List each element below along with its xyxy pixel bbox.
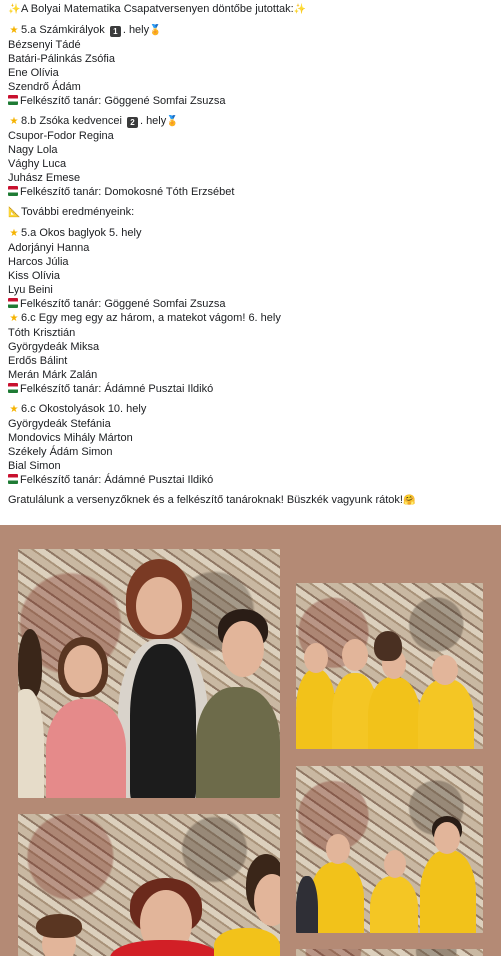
member: Györgydeák Stefánia — [8, 418, 111, 430]
team-name: 6.c Okostolyások 10. hely — [21, 403, 147, 415]
gallery-photo[interactable] — [296, 766, 483, 933]
member: Tóth Krisztián — [8, 327, 76, 339]
intro-line — [8, 2, 493, 17]
teacher-line — [8, 473, 493, 487]
team-heading — [8, 114, 493, 129]
flag-icon — [8, 95, 18, 105]
flag-icon — [8, 474, 18, 484]
member: Nagy Lola — [8, 144, 58, 156]
member: Juhász Emese — [8, 172, 81, 184]
member: Csupor-Fodor Regina — [8, 130, 114, 142]
teacher-text: Felkészítő tanár: Göggené Somfai Zsuzsa — [20, 95, 226, 107]
flag-icon — [8, 383, 18, 393]
place-text: . hely — [122, 24, 150, 36]
member: Vághy Luca — [8, 158, 67, 170]
gallery-photo[interactable] — [296, 949, 483, 956]
teacher-line — [8, 185, 493, 199]
member: Adorjányi Hanna — [8, 242, 90, 254]
star-icon: ★ — [9, 228, 19, 239]
member: Ene Olívia — [8, 67, 59, 79]
teacher-text: Felkészítő tanár: Ádámné Pusztai Ildikó — [20, 474, 214, 486]
closing-text: Gratulálunk a versenyzőknek és a felkészítő tanároknak! Büszkék vagyunk rátok! — [8, 494, 403, 506]
teacher-text: Felkészítő tanár: Domokosné Tóth Erzsébet — [20, 186, 235, 198]
silver-medal-icon: 🏅 — [166, 116, 179, 127]
star-icon: ★ — [9, 25, 19, 36]
hugging-face-icon: 🤗 — [402, 495, 416, 506]
flag-icon — [8, 298, 18, 308]
gallery-photo[interactable] — [296, 583, 483, 749]
member: Bial Simon — [8, 460, 61, 472]
flag-icon — [8, 186, 18, 196]
team-name: 5.a Okos baglyok 5. hely — [21, 227, 142, 239]
team-heading — [8, 23, 493, 38]
further-heading — [8, 205, 493, 220]
member: Székely Ádám Simon — [8, 446, 113, 458]
member: Szendrő Ádám — [8, 81, 81, 93]
star-icon: ★ — [9, 313, 19, 324]
member: Harcos Júlia — [8, 256, 69, 268]
gallery-photo[interactable] — [18, 549, 280, 798]
member: Györgydeák Miksa — [8, 341, 100, 353]
teacher-line — [8, 297, 493, 311]
gallery-photo[interactable] — [18, 814, 280, 956]
member: Kiss Olívia — [8, 270, 60, 282]
star-icon: ★ — [9, 116, 19, 127]
team-heading — [8, 402, 493, 417]
keycap-one-icon: 1 — [110, 26, 121, 37]
member: Erdős Bálint — [8, 355, 68, 367]
further-heading-text: További eredményeink: — [21, 206, 135, 218]
teacher-text: Felkészítő tanár: Ádámné Pusztai Ildikó — [20, 383, 214, 395]
triangular-ruler-icon: 📐 — [8, 207, 21, 218]
member: Batári-Pálinkás Zsófia — [8, 53, 115, 65]
keycap-two-icon: 2 — [127, 117, 138, 128]
team-name: 8.b Zsóka kedvencei — [21, 115, 122, 127]
intro-text: A Bolyai Matematika Csapatversenyen döntőbe jutottak: — [21, 3, 294, 15]
team-heading — [8, 226, 493, 241]
closing-line — [8, 493, 493, 508]
star-icon: ★ — [9, 404, 19, 415]
teacher-line — [8, 382, 493, 396]
member: Bézsenyi Tádé — [8, 39, 81, 51]
sparkles-icon: ✨ — [8, 4, 21, 15]
sparkles-icon: ✨ — [293, 4, 307, 15]
member: Mondovics Mihály Márton — [8, 432, 133, 444]
member: Lyu Beini — [8, 284, 53, 296]
team-name: 5.a Számkirályok — [21, 24, 105, 36]
gold-medal-icon: 🏅 — [149, 25, 162, 36]
place-text: . hely — [139, 115, 167, 127]
teacher-line — [8, 94, 493, 108]
member: Merán Márk Zalán — [8, 369, 98, 381]
photo-gallery — [0, 525, 501, 956]
team-name: 6.c Egy meg egy az három, a matekot vágom! 6. hely — [21, 312, 281, 324]
teacher-text: Felkészítő tanár: Göggené Somfai Zsuzsa — [20, 298, 226, 310]
team-heading — [8, 311, 493, 326]
